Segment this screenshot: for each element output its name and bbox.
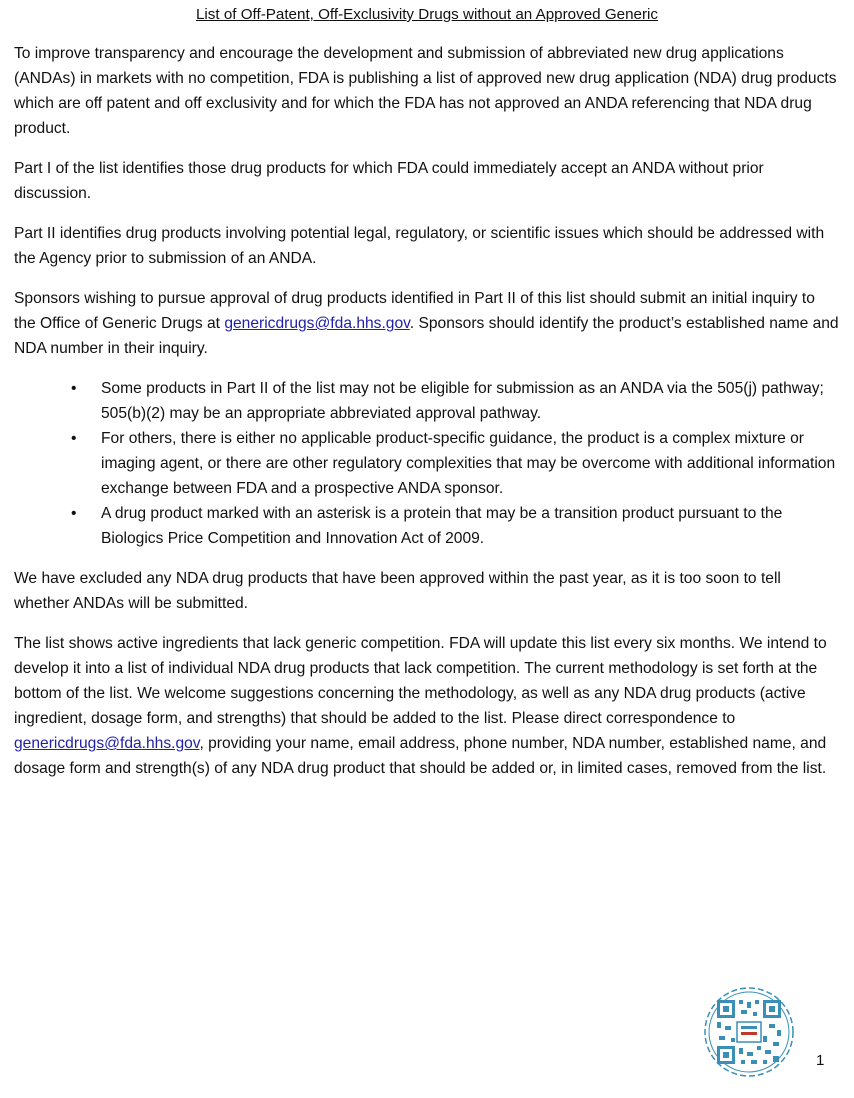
list-item [14, 501, 840, 551]
methodology-text-before-link: The list shows active ingredients that lack generic competition. FDA will update this list every six months. We intend to develop it into a list of individual NDA drug products that lack competition. The current methodology is set forth at the bottom of the list. We welcome suggestions concerning the methodology, as well as any NDA drug products (active ingredient, dosage form, and strengths) that should be added to the list. Please direct correspondence to [14, 635, 827, 727]
bullet-icon: • [71, 380, 77, 397]
bullet-text: Some products in Part II of the list may not be eligible for submission as an ANDA via the 505(j) pathway; 505(b)(2) may be an appropriate abbreviated approval pathway. [101, 380, 824, 422]
email-link[interactable]: genericdrugs@fda.hhs.gov [14, 735, 200, 752]
email-link[interactable]: genericdrugs@fda.hhs.gov [224, 315, 410, 332]
sponsors-text-after-link: . Sponsors should identify the product’s established name and NDA number in their inquiry. [14, 315, 839, 357]
bullet-icon: • [71, 505, 77, 522]
bullet-text: For others, there is either no applicable product-specific guidance, the product is a complex mixture or imaging agent, or there are other regulatory complexities that may be overcome with additional information exchange between FDA and a prospective ANDA sponsor. [101, 430, 836, 497]
page-number: 1 [816, 1052, 825, 1069]
methodology-text-after-link: , providing your name, email address, phone number, NDA number, established name, and dosage form and strength(s) of any NDA drug product that should be added or, in limited cases, removed from the list. [14, 735, 827, 777]
qr-code-icon[interactable] [703, 986, 795, 1078]
part-two-paragraph: Part II identifies drug products involving potential legal, regulatory, or scientific issues which should be addressed with the Agency prior to submission of an ANDA. [14, 225, 825, 267]
list-item [14, 376, 840, 426]
exclusion-paragraph: We have excluded any NDA drug products that have been approved within the past year, as it is too soon to tell whether ANDAs will be submitted. [14, 570, 781, 612]
bullet-text: A drug product marked with an asterisk is a protein that may be a transition product pursuant to the Biologics Price Competition and Innovation Act of 2009. [101, 505, 783, 547]
part-one-paragraph: Part I of the list identifies those drug products for which FDA could immediately accept an ANDA without prior discussion. [14, 160, 764, 202]
list-item [14, 426, 840, 501]
bullet-list [14, 376, 840, 551]
document-title: List of Off-Patent, Off-Exclusivity Drugs without an Approved Generic [195, 6, 659, 23]
methodology-paragraph [14, 631, 840, 781]
bullet-icon: • [71, 430, 77, 447]
sponsors-paragraph [14, 286, 840, 361]
intro-paragraph: To improve transparency and encourage the development and submission of abbreviated new drug applications (ANDAs) in markets with no competition, FDA is publishing a list of approved new drug application (NDA) drug products which are off patent and off exclusivity and for which the FDA has not approved an ANDA referencing that NDA drug product. [14, 45, 837, 137]
sponsors-text-before-link: Sponsors wishing to pursue approval of drug products identified in Part II of this list should submit an initial inquiry to the Office of Generic Drugs at [14, 290, 815, 332]
document-page [14, 0, 840, 781]
